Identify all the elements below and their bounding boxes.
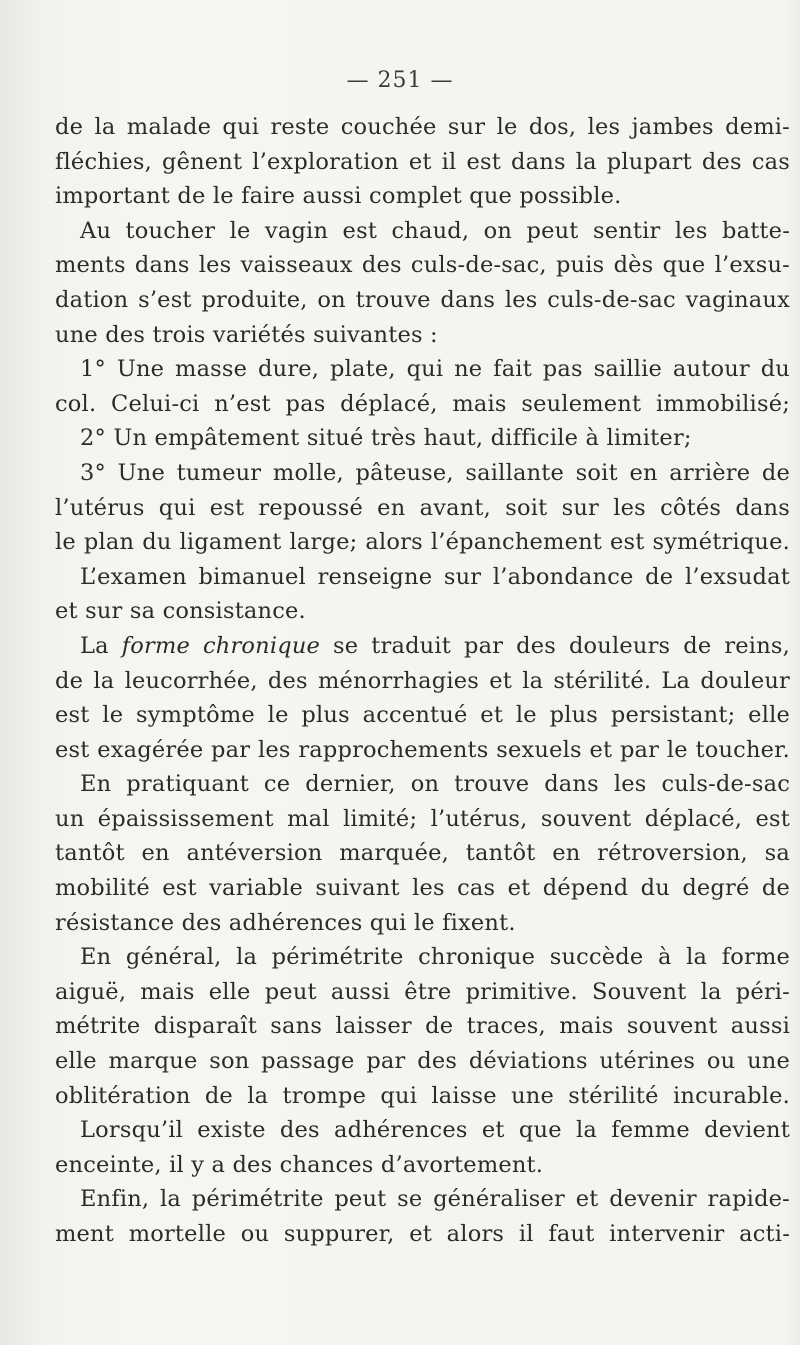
text-line: fléchies, gênent l’exploration et il est dans la plupart des cas bbox=[55, 148, 790, 175]
text-line: Lorsqu’il existe des adhérences et que la femme devient bbox=[80, 1117, 790, 1144]
text-line: important de le faire aussi complet que possible. bbox=[55, 183, 622, 210]
text-line: aiguë, mais elle peut aussi être primitive. Souvent la péri- bbox=[55, 978, 790, 1005]
text-line: Enfin, la périmétrite peut se généraliser et devenir rapide- bbox=[80, 1186, 790, 1213]
text-line: est exagérée par les rapprochements sexuels et par le toucher. bbox=[55, 736, 790, 763]
text-line: tantôt en antéversion marquée, tantôt en rétroversion, sa bbox=[55, 840, 790, 867]
text-line: 2° Un empâtement situé très haut, difficile à limiter; bbox=[80, 425, 692, 452]
emphasis-forme-chronique: forme chronique bbox=[121, 632, 321, 659]
page-number-header: — 251 — bbox=[346, 68, 454, 93]
text-line: Au toucher le vagin est chaud, on peut sentir les batte- bbox=[80, 217, 790, 244]
text-line: enceinte, il y a des chances d’avortement. bbox=[55, 1151, 544, 1178]
text-line-with-emphasis bbox=[55, 629, 790, 664]
text-line: métrite disparaît sans laisser de traces, mais souvent aussi bbox=[55, 1013, 790, 1040]
text-line: En pratiquant ce dernier, on trouve dans les culs-de-sac bbox=[80, 771, 790, 798]
text-line: elle marque son passage par des déviations utérines ou une bbox=[55, 1048, 790, 1075]
text-line: est le symptôme le plus accentué et le plus persistant; elle bbox=[55, 702, 790, 729]
text-line: un épaississement mal limité; l’utérus, souvent déplacé, est bbox=[55, 805, 790, 832]
text-line: dation s’est produite, on trouve dans les culs-de-sac vaginaux bbox=[55, 286, 790, 313]
text-line: oblitération de la trompe qui laisse une stérilité incurable. bbox=[55, 1082, 790, 1109]
text-line: L’examen bimanuel renseigne sur l’abondance de l’exsudat bbox=[80, 563, 790, 590]
body-text bbox=[55, 110, 790, 1252]
text-line: et sur sa consistance. bbox=[55, 598, 306, 625]
text-line: ments dans les vaisseaux des culs-de-sac, puis dès que l’exsu- bbox=[55, 252, 790, 279]
text-line: de la leucorrhée, des ménorrhagies et la stérilité. La douleur bbox=[55, 667, 790, 694]
text-line: le plan du ligament large; alors l’épanchement est symétrique. bbox=[55, 529, 790, 556]
text-line: col. Celui-ci n’est pas déplacé, mais seulement immobilisé; bbox=[55, 390, 790, 417]
text-line: 1° Une masse dure, plate, qui ne fait pas saillie autour du bbox=[80, 356, 790, 383]
text-line: résistance des adhérences qui le fixent. bbox=[55, 909, 516, 936]
text-line: ment mortelle ou suppurer, et alors il faut intervenir acti- bbox=[55, 1221, 790, 1247]
text-line: une des trois variétés suivantes : bbox=[55, 321, 438, 348]
text-line: En général, la périmétrite chronique succède à la forme bbox=[80, 944, 790, 971]
text-la: La bbox=[80, 632, 109, 659]
text-line: l’utérus qui est repoussé en avant, soit sur les côtés dans bbox=[55, 494, 790, 521]
text-line: de la malade qui reste couchée sur le dos, les jambes demi- bbox=[55, 114, 790, 140]
text-line-rest: se traduit par des douleurs de reins, bbox=[333, 632, 790, 659]
text-line: mobilité est variable suivant les cas et dépend du degré de bbox=[55, 875, 790, 902]
text-line: 3° Une tumeur molle, pâteuse, saillante soit en arrière de bbox=[80, 459, 790, 486]
